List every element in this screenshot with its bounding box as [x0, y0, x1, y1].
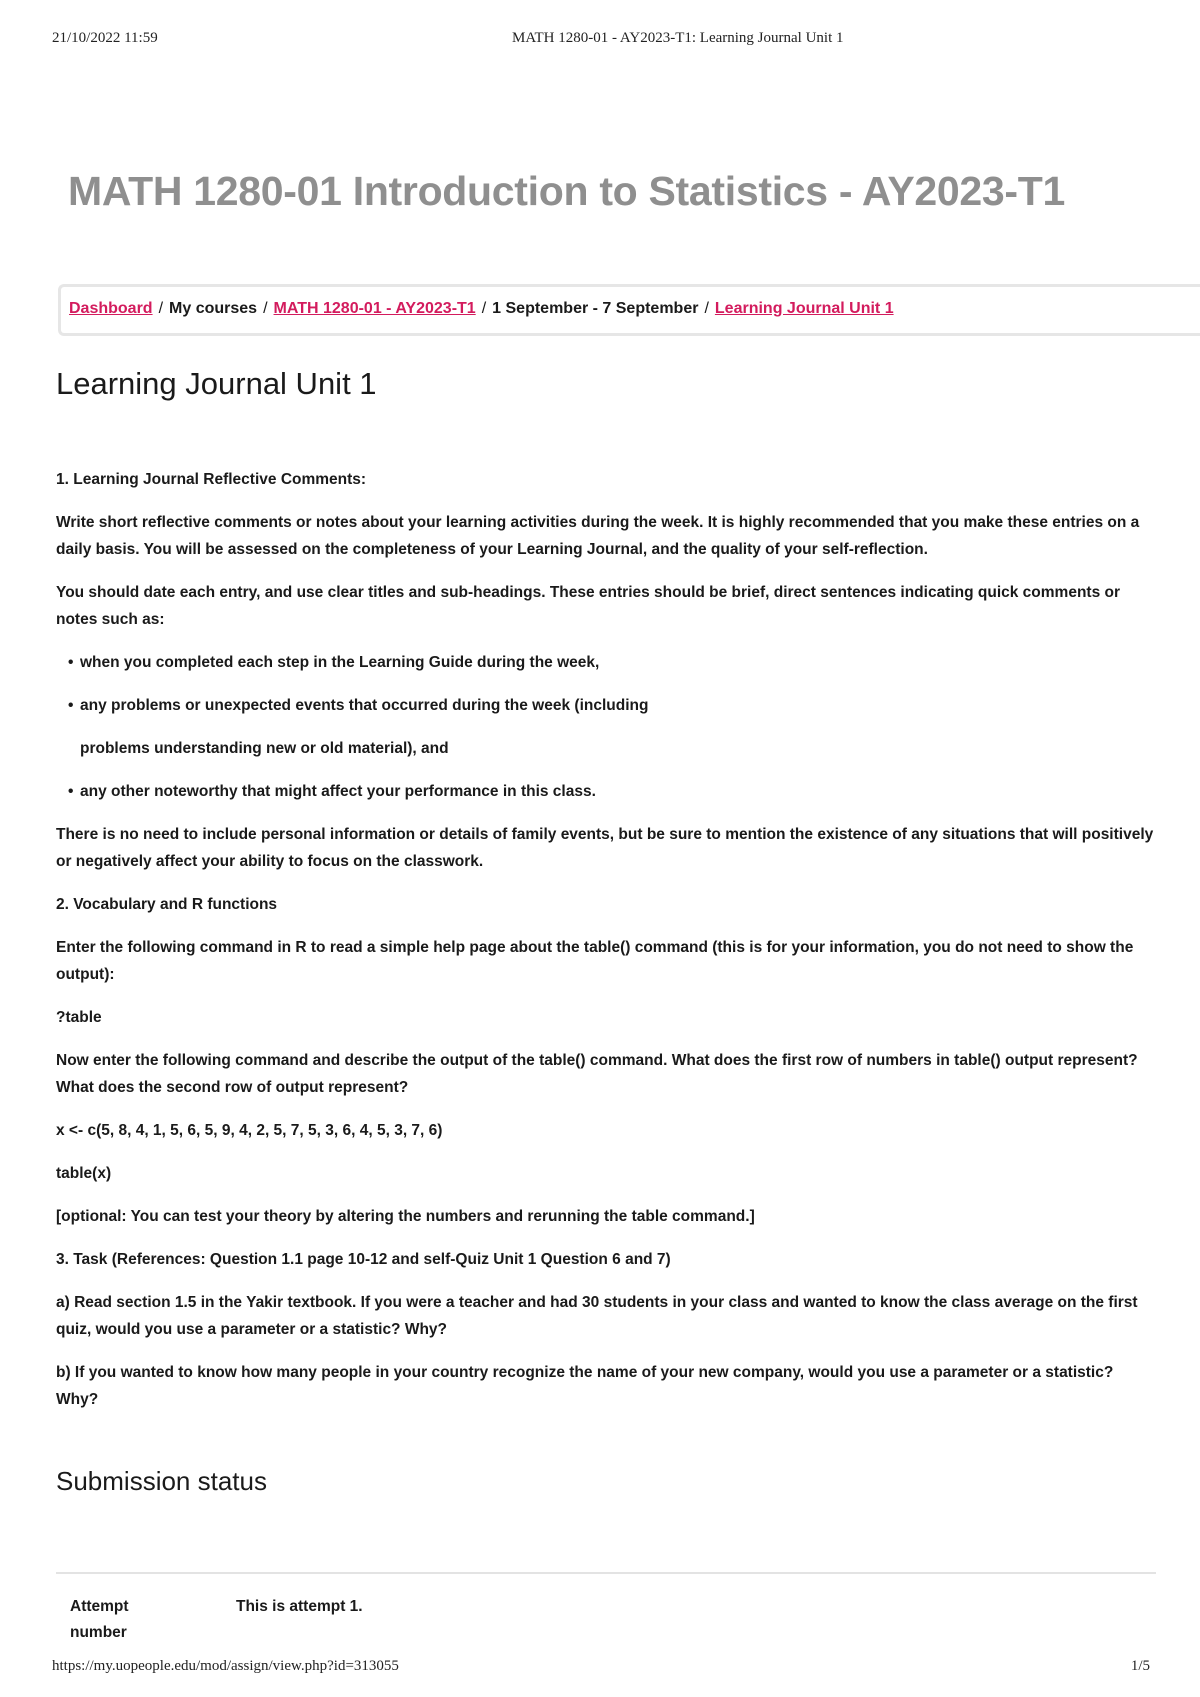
- print-url: https://my.uopeople.edu/mod/assign/view.php?id=313055: [52, 1658, 399, 1674]
- breadcrumb-activity-link[interactable]: Learning Journal Unit 1: [714, 300, 894, 317]
- intro-section-2-title: 2. Vocabulary and R functions: [56, 896, 278, 913]
- intro-paragraph: Enter the following command in R to read a simple help page about the table() command (this is for your information, you do not need to show the output):: [56, 939, 1134, 983]
- breadcrumb-separator: /: [481, 300, 487, 317]
- intro-paragraph: a) Read section 1.5 in the Yakir textbook. If you were a teacher and had 30 students in your class and wanted to know the class average on the first quiz, would you use a parameter or a statistic? Why?: [56, 1294, 1138, 1338]
- print-datetime: 21/10/2022 11:59: [52, 30, 158, 46]
- bullet-icon: •: [68, 697, 74, 714]
- code-line: table(x): [56, 1165, 112, 1182]
- page-heading: Learning Journal Unit 1: [56, 366, 377, 401]
- submission-status-table: [56, 1572, 1156, 1654]
- code-line: x <- c(5, 8, 4, 1, 5, 6, 5, 9, 4, 2, 5, 7, 5, 3, 6, 4, 5, 3, 7, 6): [56, 1122, 443, 1139]
- list-item: • any problems or unexpected events that occurred during the week (including problems understanding new or old material), and: [68, 692, 1156, 762]
- bullet-icon: •: [68, 783, 74, 800]
- breadcrumb: [69, 300, 894, 318]
- intro-paragraph: Now enter the following command and describe the output of the table() command. What does the first row of numbers in table() output represent? What does the second row of output represent?: [56, 1052, 1138, 1096]
- code-line: ?table: [56, 1009, 102, 1026]
- breadcrumb-my-courses: My courses: [169, 300, 258, 317]
- print-page-title: MATH 1280-01 - AY2023-T1: Learning Journal Unit 1: [512, 30, 844, 46]
- course-title: MATH 1280-01 Introduction to Statistics - AY2023-T1: [68, 168, 1066, 214]
- print-header: [52, 30, 1160, 50]
- attempt-number-value: This is attempt 1.: [236, 1598, 363, 1615]
- breadcrumb-dashboard-link[interactable]: Dashboard: [69, 300, 153, 317]
- list-item: • when you completed each step in the Learning Guide during the week,: [68, 649, 1156, 676]
- intro-paragraph: b) If you wanted to know how many people in your country recognize the name of your new company, would you use a parameter or a statistic? Why?: [56, 1364, 1114, 1408]
- list-item-continuation: problems understanding new or old material), and: [80, 740, 449, 757]
- intro-section-1-title: 1. Learning Journal Reflective Comments:: [56, 471, 367, 488]
- print-footer: [52, 1658, 1150, 1678]
- intro-paragraph: Write short reflective comments or notes about your learning activities during the week. It is highly recommended that you make these entries on a daily basis. You will be assessed on the completeness of your Learning Journal, and the quality of your self-reflection.: [56, 514, 1140, 558]
- breadcrumb-course-link[interactable]: MATH 1280-01 - AY2023-T1: [273, 300, 476, 317]
- print-page-number: 1/5: [1130, 1658, 1150, 1674]
- intro-paragraph: You should date each entry, and use clear titles and sub-headings. These entries should be brief, direct sentences indicating quick comments or notes such as:: [56, 584, 1121, 628]
- bullet-icon: •: [68, 654, 74, 671]
- intro-section-3-title: 3. Task (References: Question 1.1 page 10-12 and self-Quiz Unit 1 Question 6 and 7): [56, 1251, 671, 1268]
- breadcrumb-separator: /: [263, 300, 268, 317]
- assignment-intro: [56, 466, 1156, 1429]
- attempt-number-label: Attempt number: [70, 1598, 129, 1641]
- table-row: [56, 1574, 1156, 1654]
- breadcrumb-separator: /: [158, 300, 164, 317]
- submission-status-heading: Submission status: [56, 1466, 267, 1496]
- intro-paragraph: [optional: You can test your theory by altering the numbers and rerunning the table command.]: [56, 1208, 755, 1225]
- intro-bullet-list: [56, 649, 1156, 805]
- breadcrumb-separator: /: [704, 300, 709, 317]
- list-item: • any other noteworthy that might affect your performance in this class.: [68, 778, 1156, 805]
- intro-paragraph: There is no need to include personal information or details of family events, but be sure to mention the existence of any situations that will positively or negatively affect your ability to focus on the classwork.: [56, 826, 1154, 870]
- breadcrumb-section: 1 September - 7 September: [492, 300, 699, 317]
- breadcrumb-bar: [58, 284, 1200, 336]
